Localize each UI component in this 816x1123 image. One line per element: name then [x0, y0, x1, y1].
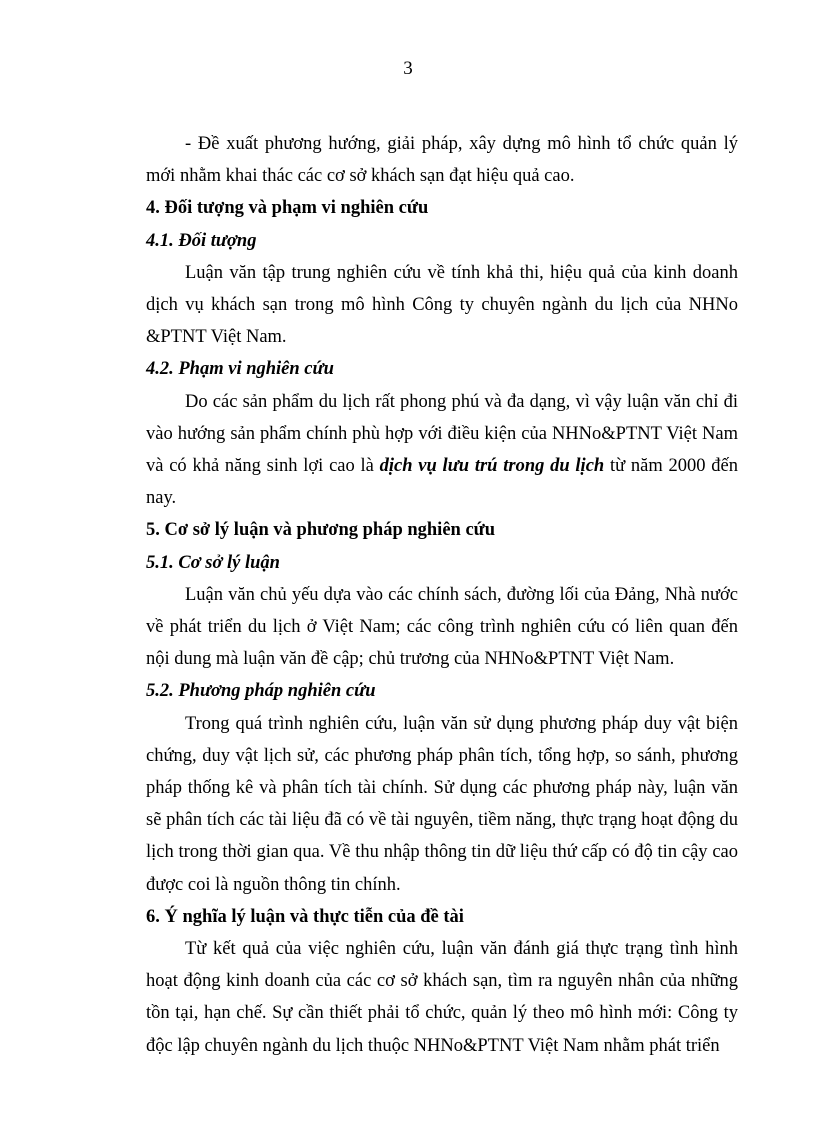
document-body [146, 128, 738, 1062]
paragraph-research-object: Luận văn tập trung nghiên cứu về tính khả thi, hiệu quả của kinh doanh dịch vụ khách sạn trong mô hình Công ty chuyên ngành du lịch của NHNo &PTNT Việt Nam. [146, 262, 738, 348]
heading-section-5-1: 5.1. Cơ sở lý luận [146, 552, 280, 573]
scope-text-end: từ năm 2000 đến nay. [146, 456, 738, 509]
paragraph-research-scope [146, 386, 738, 515]
heading-section-5: 5. Cơ sở lý luận và phương pháp nghiên cứu [146, 520, 496, 541]
scope-emphasis: dịch vụ lưu trú trong du lịch [379, 456, 605, 477]
scope-text-start: Do các sản phẩm du lịch rất phong phú và đa dạng, vì vậy luận văn chỉ đi vào hướng sản phẩm chính phù hợp với điều kiện của NHNo&PTNT Việt Nam và có khả năng sinh lợi cao là [146, 391, 738, 477]
page-number: 3 [403, 58, 413, 79]
heading-section-5-2: 5.2. Phương pháp nghiên cứu [146, 681, 376, 702]
paragraph-research-methods: Trong quá trình nghiên cứu, luận văn sử dụng phương pháp duy vật biện chứng, duy vật lịch sử, các phương pháp phân tích, tổng hợp, so sánh, phương pháp thống kê và phân tích tài chính. Sử dụng các phương pháp này, luận văn sẽ phân tích các tài liệu đã có về tài nguyên, tiềm năng, thực trạng hoạt động du lịch trong thời gian qua. Về thu nhập thông tin dữ liệu thứ cấp có độ tin cậy cao được coi là nguồn thông tin chính. [146, 713, 738, 895]
heading-section-4-1: 4.1. Đối tượng [146, 230, 257, 251]
paragraph-proposal: - Đề xuất phương hướng, giải pháp, xây dựng mô hình tổ chức quản lý mới nhằm khai thác các cơ sở khách sạn đạt hiệu quả cao. [146, 134, 738, 187]
heading-section-4: 4. Đối tượng và phạm vi nghiên cứu [146, 198, 429, 219]
paragraph-theoretical-basis: Luận văn chủ yếu dựa vào các chính sách, đường lối của Đảng, Nhà nước về phát triển du lịch ở Việt Nam; các công trình nghiên cứu có liên quan đến nội dung mà luận văn đề cập; chủ trương của NHNo&PTNT Việt Nam. [146, 584, 738, 670]
heading-section-6: 6. Ý nghĩa lý luận và thực tiễn của đề tài [146, 906, 464, 927]
paragraph-significance: Từ kết quả của việc nghiên cứu, luận văn đánh giá thực trạng tình hình hoạt động kinh doanh của các cơ sở khách sạn, tìm ra nguyên nhân của những tồn tại, hạn chế. Sự cần thiết phải tổ chức, quản lý theo mô hình mới: Công ty độc lập chuyên ngành du lịch thuộc NHNo&PTNT Việt Nam nhằm phát triển [146, 939, 738, 1056]
heading-section-4-2: 4.2. Phạm vi nghiên cứu [146, 359, 334, 380]
